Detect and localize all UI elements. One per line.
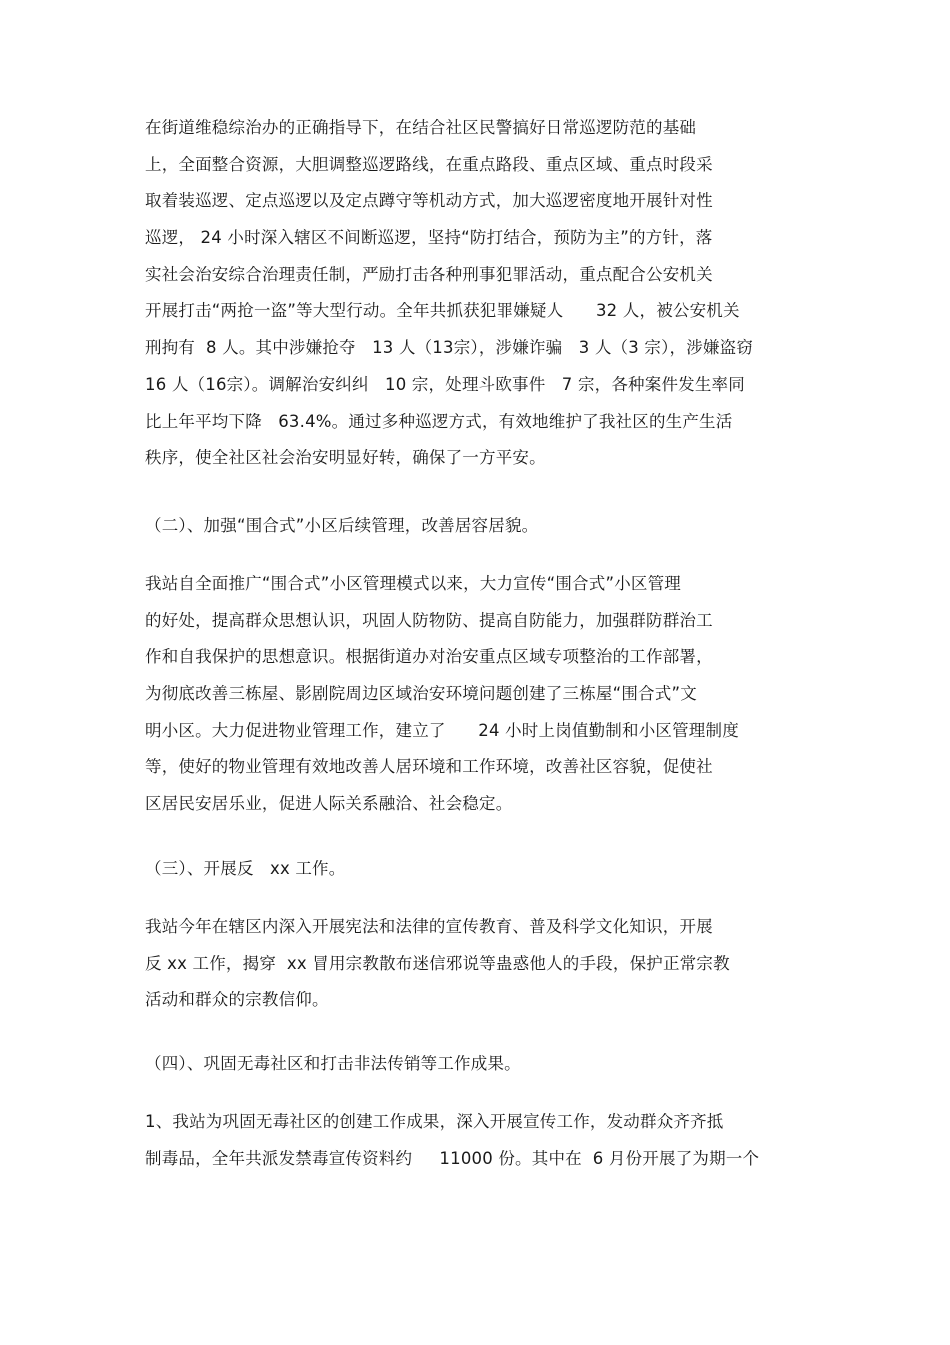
heading-line: （三）、开展反 xx 工作。: [145, 859, 346, 878]
heading-line: （四）、巩固无毒社区和打击非法传销等工作成果。: [145, 1054, 521, 1073]
text-line: 活动和群众的宗教信仰。: [145, 990, 329, 1010]
text-line: 等，使好的物业管理有效地改善人居环境和工作环境，改善社区容貌，促使社: [145, 757, 713, 777]
text-line: 我站今年在辖区内深入开展宪法和法律的宣传教育、普及科学文化知识，开展: [145, 917, 713, 936]
text-line: 刑拘有 8 人。其中涉嫌抢夺 13 人（13宗），涉嫌诈骗 3 人（3 宗），涉嫌盗窃: [145, 338, 754, 358]
text-line: 巡逻， 24 小时深入辖区不间断巡逻，坚持“防打结合，预防为主”的方针，落: [145, 228, 713, 248]
paragraph-enclosed-community: [145, 566, 825, 823]
text-line: 开展打击“两抢一盗”等大型行动。全年共抓获犯罪嫌疑人 32 人，被公安机关: [145, 301, 740, 321]
section-heading-4: [145, 1046, 825, 1083]
section-heading-2: [145, 508, 825, 545]
text-line: 上，全面整合资源，大胆调整巡逻路线，在重点路段、重点区域、重点时段采: [145, 154, 713, 174]
heading-line: （二）、加强“围合式”小区后续管理，改善居容居貌。: [145, 516, 539, 535]
paragraph-anti-xx: [145, 909, 825, 1019]
text-line: 16 人（16宗）。调解治安纠纠 10 宗，处理斗欧事件 7 宗，各种案件发生率同: [145, 374, 745, 394]
text-line: 的好处，提高群众思想认识，巩固人防物防、提高自防能力，加强群防群治工: [145, 610, 713, 630]
text-line: 秩序，使全社区社会治安明显好转，确保了一方平安。: [145, 448, 546, 468]
section-heading-3: [145, 851, 825, 888]
text-line: 取着装巡逻、定点巡逻以及定点蹲守等机动方式，加大巡逻密度地开展针对性: [145, 191, 713, 211]
text-line: 制毒品，全年共派发禁毒宣传资料约 11000 份。其中在 6 月份开展了为期一个: [145, 1148, 760, 1168]
text-line: 反 xx 工作，揭穿 xx 冒用宗教散布迷信邪说等蛊惑他人的手段，保护正常宗教: [145, 953, 730, 973]
paragraph-patrol: [145, 110, 825, 477]
text-line: 作和自我保护的思想意识。根据街道办对治安重点区域专项整治的工作部署，: [145, 647, 713, 667]
text-line: 实社会治安综合治理责任制，严励打击各种刑事犯罪活动，重点配合公安机关: [145, 264, 713, 284]
text-line: 比上年平均下降 63.4%。通过多种巡逻方式，有效地维护了我社区的生产生活: [145, 411, 733, 431]
text-line: 我站自全面推广“围合式”小区管理模式以来，大力宣传“围合式”小区管理: [145, 574, 681, 593]
text-line: 1、我站为巩固无毒社区的创建工作成果，深入开展宣传工作，发动群众齐齐抵: [145, 1112, 724, 1131]
text-line: 在街道维稳综治办的正确指导下，在结合社区民警搞好日常巡逻防范的基础: [145, 118, 697, 137]
text-line: 区居民安居乐业，促进人际关系融洽、社会稳定。: [145, 794, 513, 814]
text-line: 为彻底改善三栋屋、影剧院周边区域治安环境问题创建了三栋屋“围合式”文: [145, 684, 697, 704]
paragraph-drug-free: [145, 1104, 825, 1177]
text-line: 明小区。大力促进物业管理工作，建立了 24 小时上岗值勤制和小区管理制度: [145, 720, 739, 740]
